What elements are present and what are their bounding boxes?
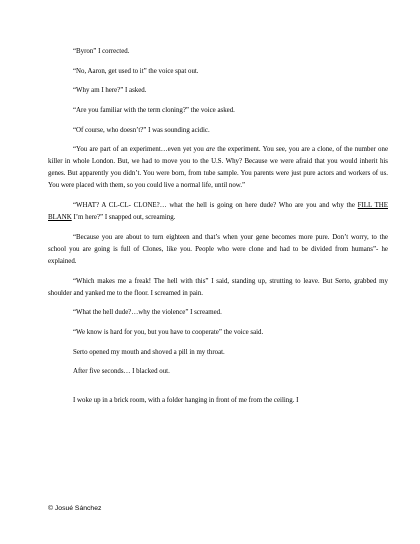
copyright-footer: © Josué Sánchez: [48, 505, 102, 512]
paragraph: “Because you are about to turn eighteen and that’s when your gene becomes more pure. Don’t worry, to the school you are going is full of Clones, like you. People who were clone and had to be divided from humans”- he explained.: [48, 233, 388, 265]
paragraph-text: I’m here?” I snapped out, screaming.: [71, 214, 176, 222]
paragraph-text: the experiment. You see, you are a clone, of the number one killer in whole London. But, we had to move you to the U.S. Why? Because we were afraid that you would inherit his genes. But apparently you didn’t. You were born, from tube sample. You parents were just pure actors and workers of us. You were placed with them, so you could live a normal life, until now.”: [48, 146, 389, 190]
paragraph: [48, 144, 388, 192]
scene-break: [48, 378, 388, 395]
emphasis-text: are: [206, 146, 216, 154]
paragraph: “No, Aaron, get used to it” the voice spat out.: [73, 67, 199, 75]
paragraph: “What the hell dude?…why the violence” I screamed.: [73, 309, 222, 317]
paragraph: “Why am I here?” I asked.: [73, 87, 147, 95]
paragraph-text: “You are part of an experiment…even yet you: [73, 146, 207, 154]
paragraph-text: “WHAT? A CL-CL- CLONE?… what the hell is going on here dude? Who are you and why the: [73, 202, 358, 210]
paragraph: Serto opened my mouth and shoved a pill in my throat.: [73, 348, 225, 356]
paragraph: “We know is hard for you, but you have to cooperate” the voice said.: [73, 328, 264, 336]
underlined-placeholder: FILL THE BLANK: [48, 202, 388, 222]
story-text: [48, 46, 388, 415]
paragraph: “Which makes me a freak! The hell with this” I said, standing up, strutting to leave. But Serto, grabbed my shoulder and yanked me to the floor. I screamed in pain.: [48, 277, 388, 297]
paragraph: [48, 200, 388, 224]
paragraph: “Of course, who doesn’t?” I was sounding acidic.: [73, 126, 210, 134]
paragraph: “Byron” I corrected.: [73, 48, 130, 55]
paragraph: I woke up in a brick room, with a folder hanging in front of me from the ceiling. I: [73, 397, 299, 405]
paragraph: After five seconds… I blacked out.: [73, 368, 170, 376]
paragraph: “Are you familiar with the term cloning?” the voice asked.: [73, 107, 235, 115]
